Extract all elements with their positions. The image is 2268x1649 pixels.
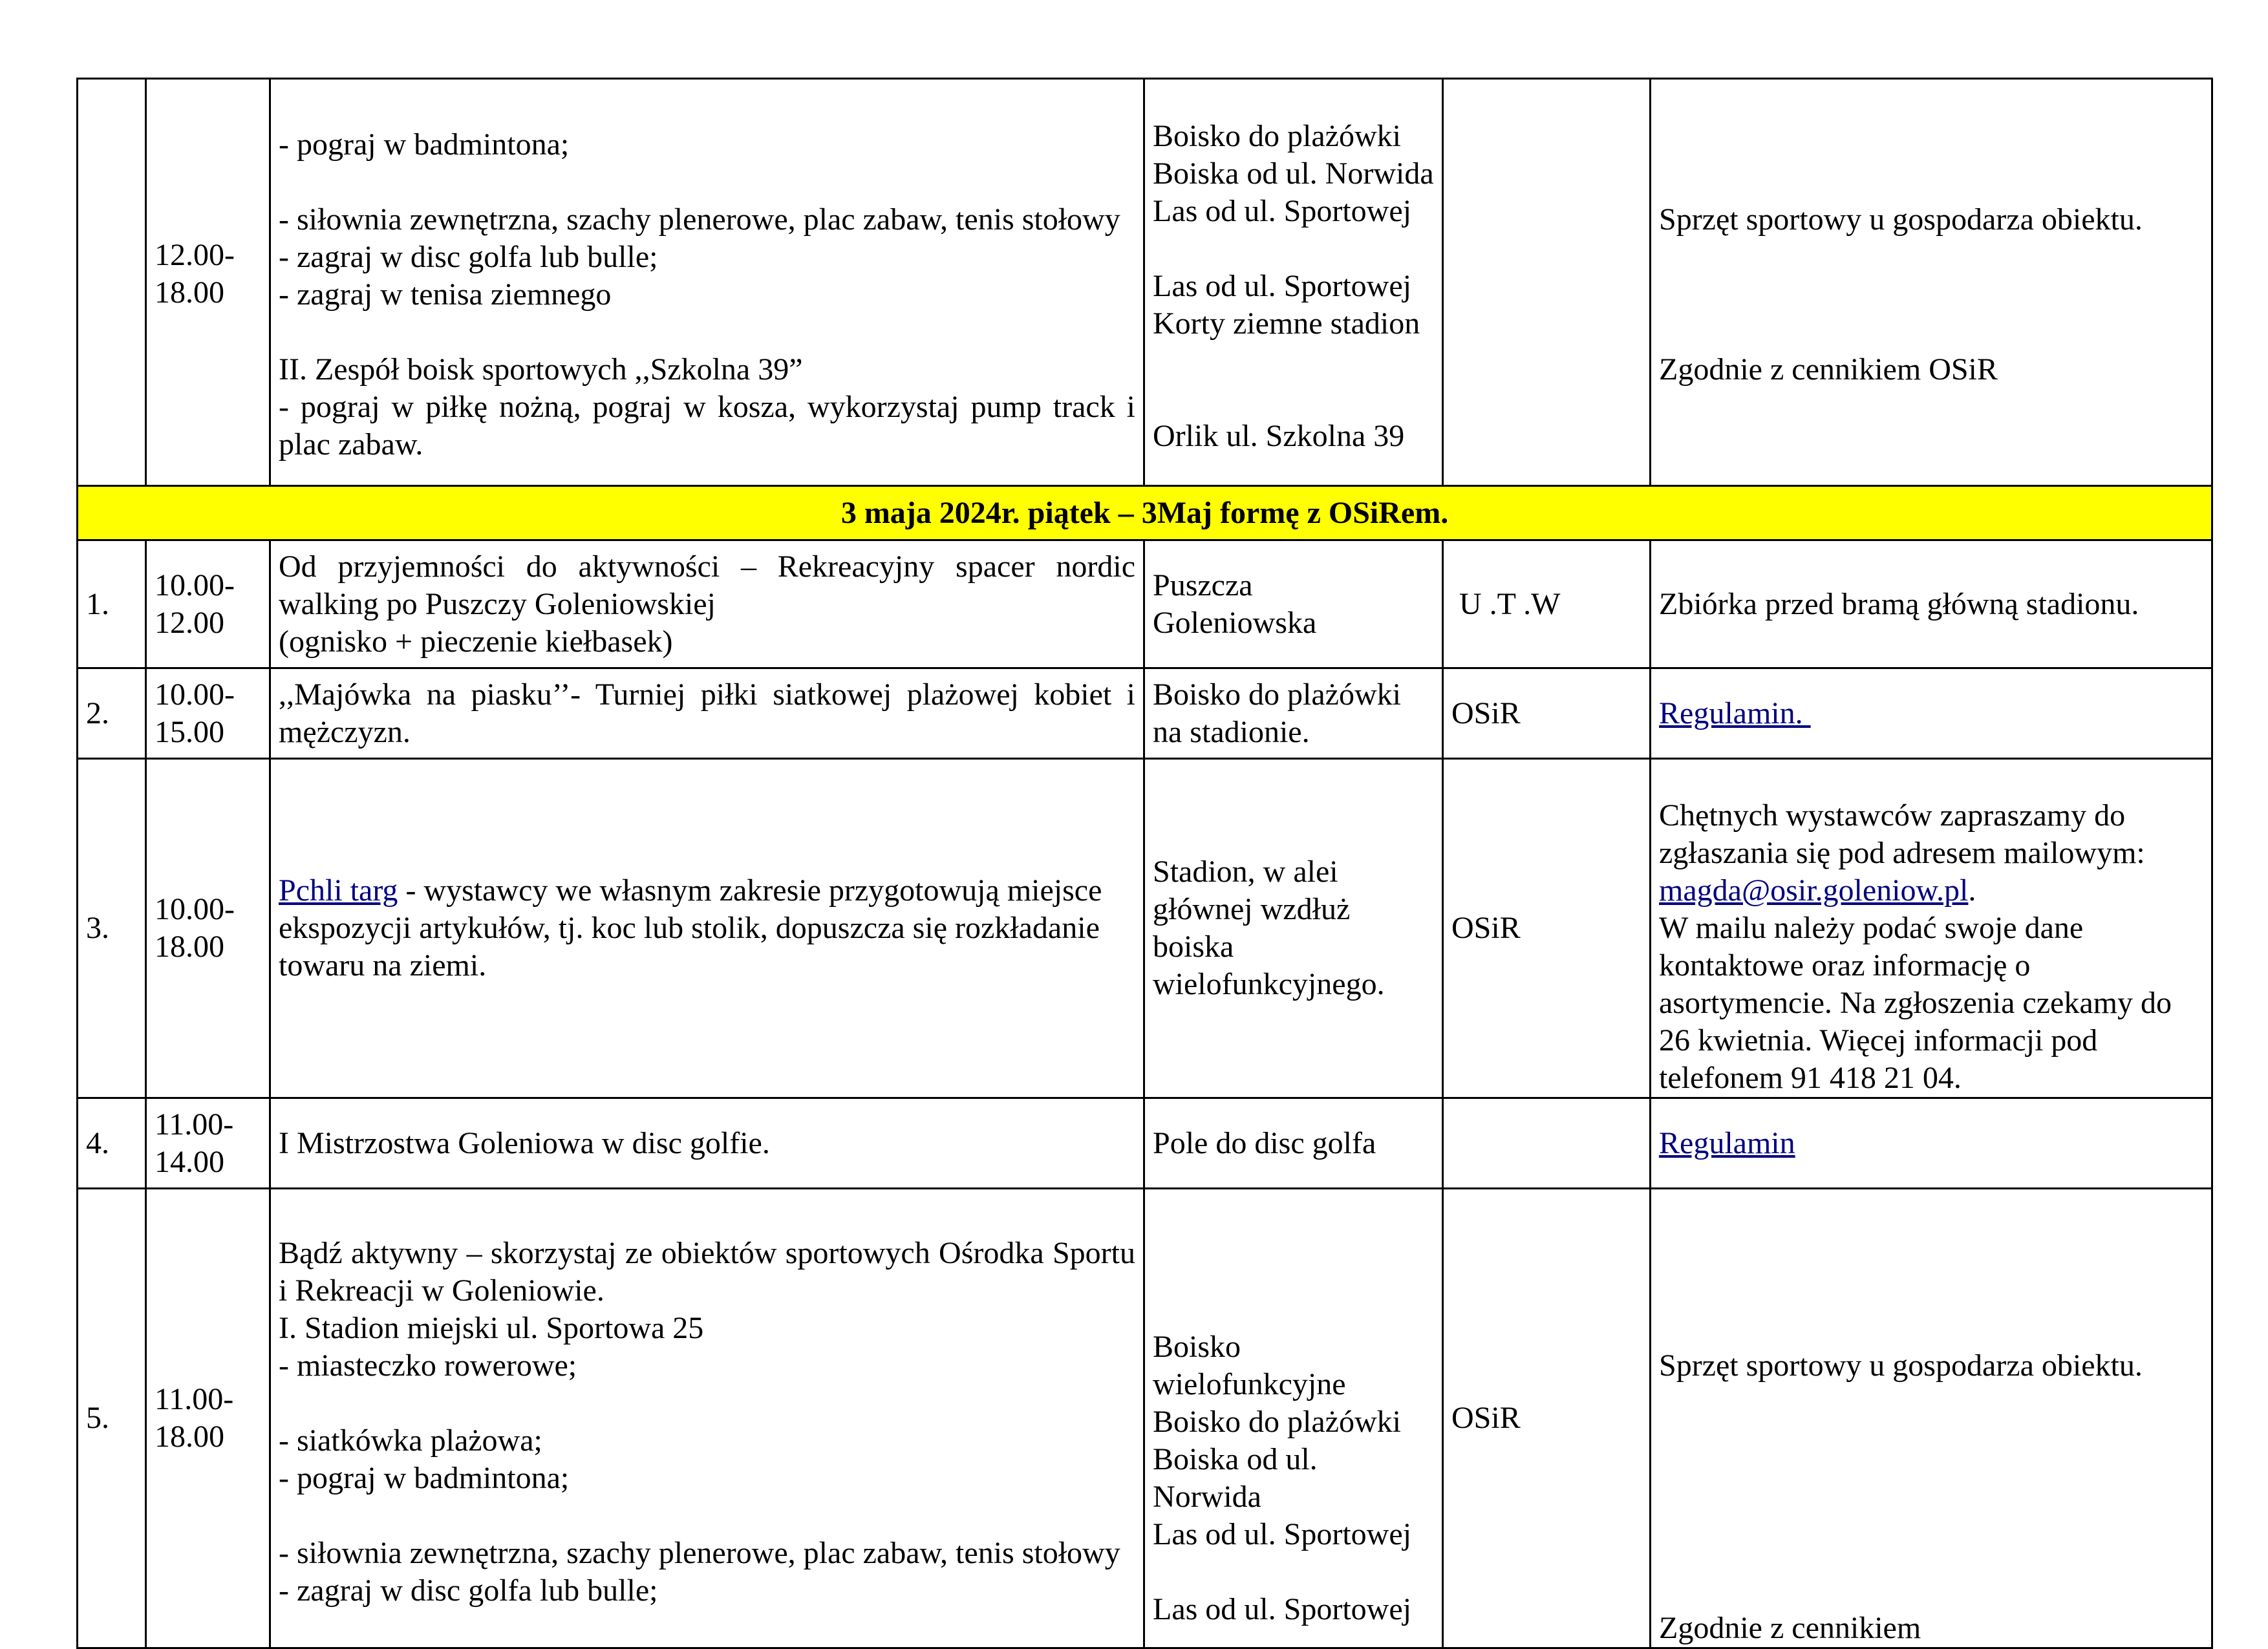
cell-time — [146, 79, 270, 486]
place-lines — [1153, 118, 1434, 455]
table-row — [78, 540, 2212, 668]
table-row — [78, 1189, 2212, 1648]
cell-time: 10.00- 18.00 — [146, 759, 270, 1098]
cell-place: Stadion, w alei głównej wzdłuż boiska wielofunkcyjnego. — [1144, 759, 1443, 1098]
cell-description: Od przyjemności do aktywności – Rekreacyjny spacer nordic walking po Puszczy Goleniowskiej (ognisko + pieczenie kiełbasek) — [270, 540, 1144, 668]
cell-time: 11.00- 14.00 — [146, 1098, 270, 1189]
blank-line — [1153, 343, 1434, 380]
desc-line: II. Zespół boisk sportowych ,,Szkolna 39” — [279, 352, 803, 387]
blank-line — [279, 314, 1135, 351]
cell-notes — [1651, 1189, 2212, 1648]
cell-organizer — [1443, 79, 1651, 486]
regulations-link[interactable]: Regulamin. — [1659, 696, 1811, 730]
desc-line: Bądź aktywny – skorzystaj ze obiektów sportowych Ośrodka Sportu i Rekreacji w Goleniowie. — [279, 1236, 1135, 1308]
flea-market-text: - wystawcy we własnym zakresie przygotowują miejsce ekspozycji artykułów, tj. koc lub stolik, dopuszcza się rozkładanie towaru na ziemi. — [279, 873, 1102, 983]
day-header-row — [78, 486, 2212, 540]
place-line: Boiska od ul. — [1153, 1442, 1318, 1476]
blank-line — [1153, 380, 1434, 418]
cell-organizer: U .T .W — [1443, 540, 1651, 668]
place-line: Orlik ul. Szkolna 39 — [1153, 418, 1405, 453]
desc-line: - pograj w badmintona; — [279, 1461, 570, 1495]
desc-lines — [279, 1235, 1135, 1610]
place-line: Norwida — [1153, 1480, 1261, 1514]
place-line: wielofunkcyjne — [1153, 1367, 1346, 1401]
cell-description: I Mistrzostwa Goleniowa w disc golfie. — [270, 1098, 1144, 1189]
cell-notes — [1651, 1098, 2212, 1189]
cell-organizer — [1443, 1098, 1651, 1189]
cell-num: 2. — [78, 668, 146, 759]
exhibitor-note-details: . W mailu należy podać swoje dane kontaktowe oraz informację o asortymencie. Na zgłoszenia czekamy do 26 kwietnia. Więcej informacji pod telefonem 91 418 21 04. — [1659, 873, 2172, 1095]
regulations-link[interactable]: Regulamin — [1659, 1125, 1795, 1160]
day-header: 3 maja 2024r. piątek – 3Maj formę z OSiRem. — [78, 486, 2212, 540]
desc-line: - zagraj w disc golfa lub bulle; — [279, 1573, 658, 1608]
email-link[interactable]: magda@osir.goleniow.pl — [1659, 873, 1969, 908]
cell-num — [78, 79, 146, 486]
cell-organizer: OSiR — [1443, 759, 1651, 1098]
schedule-table — [76, 78, 2213, 1649]
place-line: Las od ul. Sportowej — [1153, 1592, 1411, 1626]
cell-place: Puszcza Goleniowska — [1144, 540, 1443, 668]
note-equipment: Sprzęt sportowy u gospodarza obiektu. — [1659, 1348, 2143, 1383]
note-equipment: Sprzęt sportowy u gospodarza obiektu. — [1659, 202, 2143, 237]
cell-description — [270, 79, 1144, 486]
table-row — [78, 1098, 2212, 1189]
place-line: Boisko — [1153, 1330, 1241, 1364]
blank-line — [1153, 1291, 1434, 1328]
blank-line — [1153, 1553, 1434, 1591]
desc-line: - zagraj w disc golfa lub bulle; — [279, 239, 658, 274]
blank-line — [1153, 1216, 1434, 1253]
desc-line: I. Stadion miejski ul. Sportowa 25 — [279, 1311, 704, 1345]
cell-description — [270, 1189, 1144, 1648]
cell-description — [270, 759, 1144, 1098]
place-line: Boisko do plażówki — [1153, 118, 1401, 153]
cell-notes — [1651, 668, 2212, 759]
cell-organizer: OSiR — [1443, 1189, 1651, 1648]
time-text: 12.00- 18.00 — [155, 237, 235, 310]
place-line: Las od ul. Sportowej — [1153, 268, 1411, 303]
cell-place: Boisko do plażówki na stadionie. — [1144, 668, 1443, 759]
desc-lines — [279, 126, 1135, 463]
flea-market-link[interactable]: Pchli targ — [279, 873, 398, 908]
cell-time: 11.00- 18.00 — [146, 1189, 270, 1648]
cell-place — [1144, 1189, 1443, 1648]
cell-num: 5. — [78, 1189, 146, 1648]
blank-line — [1153, 1253, 1434, 1291]
place-line: Las od ul. Sportowej — [1153, 193, 1411, 228]
place-lines — [1153, 1216, 1434, 1628]
desc-line: - siatkówka plażowa; — [279, 1423, 542, 1458]
cell-organizer: OSiR — [1443, 668, 1651, 759]
table-row-continuation — [78, 79, 2212, 486]
place-line: Boisko do plażówki — [1153, 1405, 1401, 1439]
exhibitor-note-intro: Chętnych wystawców zapraszamy do zgłaszania się pod adresem mailowym: — [1659, 798, 2145, 870]
table-row — [78, 759, 2212, 1098]
blank-line — [279, 1497, 1135, 1535]
cell-num: 1. — [78, 540, 146, 668]
cell-time: 10.00- 12.00 — [146, 540, 270, 668]
desc-line: - zagraj w tenisa ziemnego — [279, 277, 612, 312]
cell-notes — [1651, 79, 2212, 486]
desc-line: - siłownia zewnętrzna, szachy plenerowe, plac zabaw, tenis stołowy — [279, 202, 1120, 237]
cell-notes — [1651, 759, 2212, 1098]
blank-line — [279, 1385, 1135, 1422]
cell-time: 10.00- 15.00 — [146, 668, 270, 759]
cell-place: Pole do disc golfa — [1144, 1098, 1443, 1189]
place-line: Boiska od ul. Norwida — [1153, 156, 1434, 191]
desc-line: - pograj w piłkę nożną, pograj w kosza, wykorzystaj pump track i plac zabaw. — [279, 389, 1135, 462]
note-pricing: Zgodnie z cennikiem — [1659, 1611, 1921, 1645]
cell-notes: Zbiórka przed bramą główną stadionu. — [1651, 540, 2212, 668]
cell-num: 4. — [78, 1098, 146, 1189]
blank-line — [1153, 230, 1434, 268]
desc-line: - siłownia zewnętrzna, szachy plenerowe, plac zabaw, tenis stołowy — [279, 1536, 1120, 1570]
blank-line — [279, 164, 1135, 201]
note-pricing: Zgodnie z cennikiem OSiR — [1659, 352, 1998, 387]
desc-line: - miasteczko rowerowe; — [279, 1348, 577, 1383]
cell-num: 3. — [78, 759, 146, 1098]
cell-description: ,,Majówka na piasku’’- Turniej piłki siatkowej plażowej kobiet i mężczyzn. — [270, 668, 1144, 759]
place-line: Las od ul. Sportowej — [1153, 1517, 1411, 1551]
desc-line: - pograj w badmintona; — [279, 127, 570, 162]
cell-place — [1144, 79, 1443, 486]
place-line: Korty ziemne stadion — [1153, 306, 1420, 341]
table-row — [78, 668, 2212, 759]
